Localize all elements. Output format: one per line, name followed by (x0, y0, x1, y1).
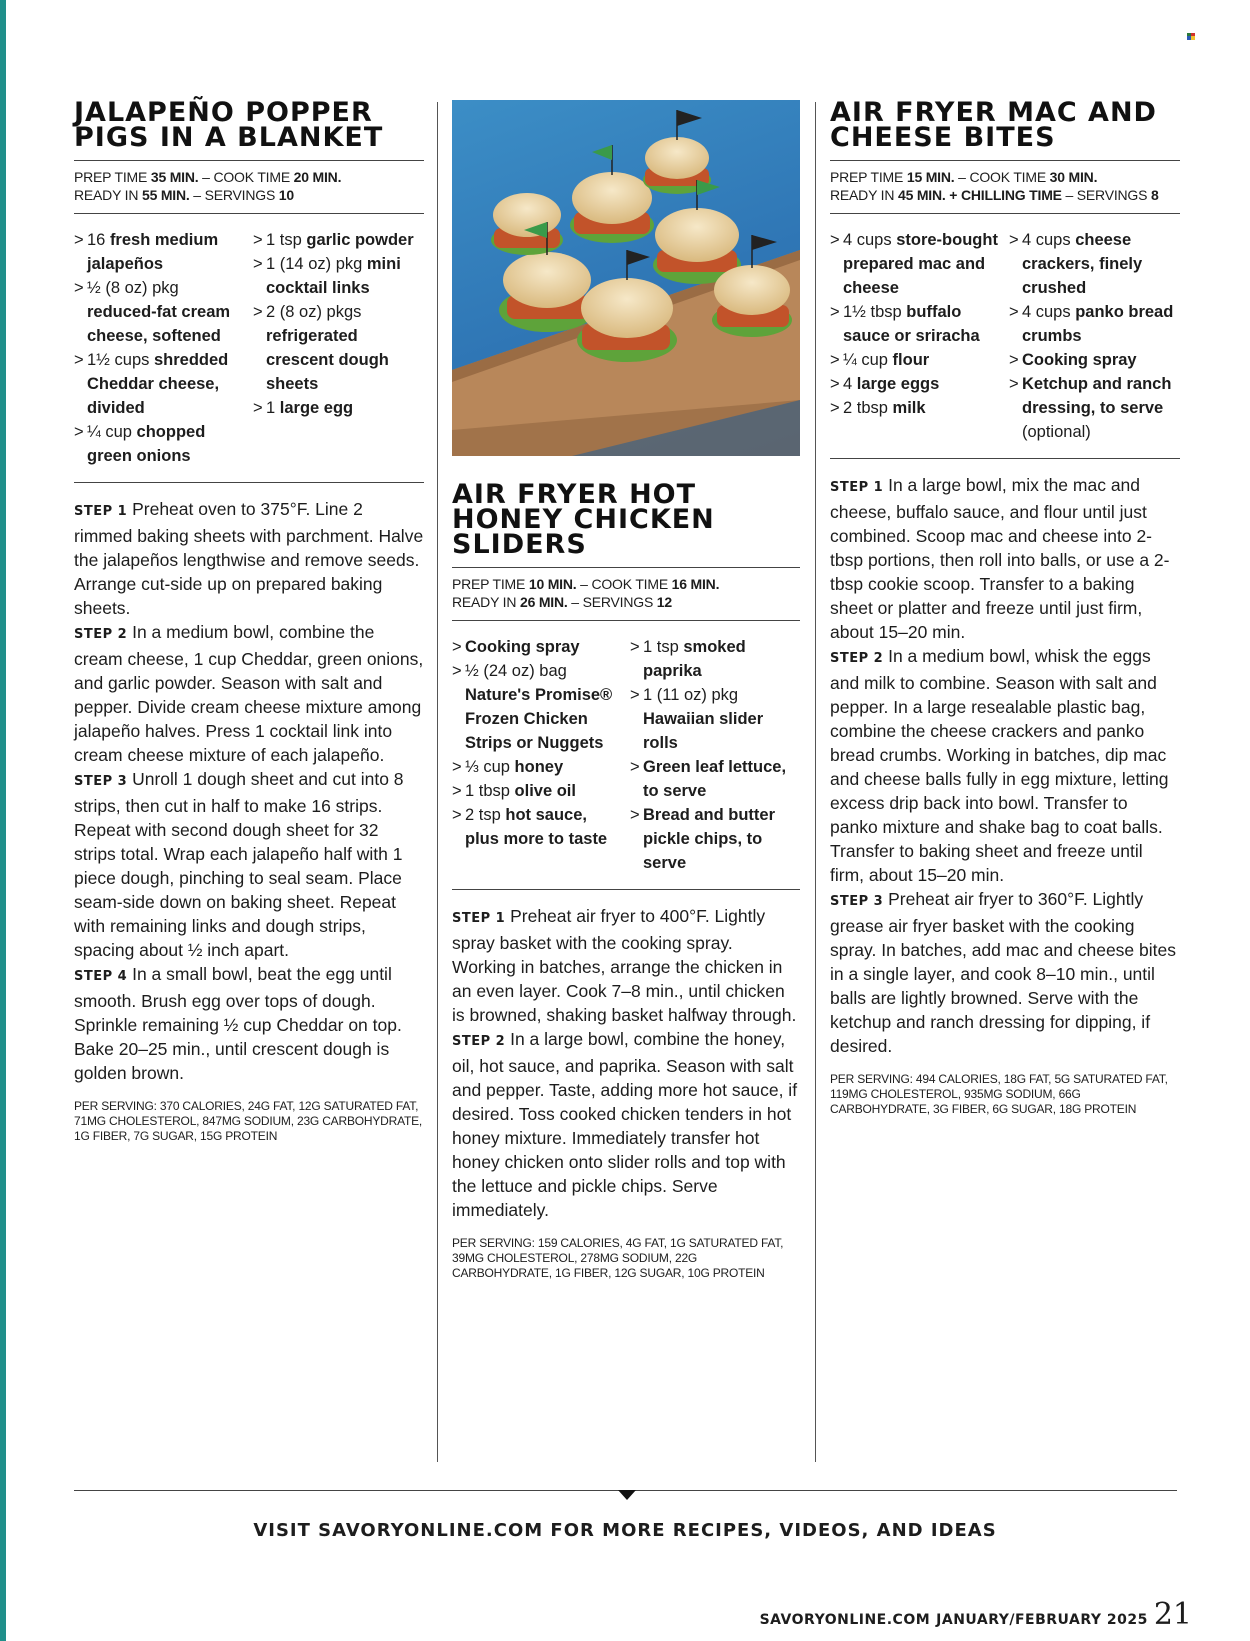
ingredient-name: panko bread crumbs (1022, 303, 1174, 345)
ingredient-item (630, 683, 800, 755)
ingredient-quantity: 1 tsp (643, 638, 684, 656)
ingredient-item (1009, 348, 1180, 372)
ingredients-left (452, 635, 622, 875)
ingredient-item (1009, 300, 1180, 348)
step-label: STEP 2 (830, 651, 884, 666)
ingredient-quantity: ½ (8 oz) pkg (87, 279, 179, 297)
nutrition-info: PER SERVING: 494 CALORIES, 18G FAT, 5G SATURATED FAT, 119MG CHOLESTEROL, 935MG SODIUM, 66G CARBOHYDRATE, 3G FIBER, 6G SUGAR, 18G PROTEIN (830, 1072, 1168, 1116)
ingredient-item (452, 635, 622, 659)
step-label: STEP 1 (830, 480, 884, 495)
step-label: STEP 3 (830, 894, 884, 909)
ingredient-quantity: 1 (266, 399, 280, 417)
ingredient-quantity: ¼ cup (843, 351, 893, 369)
ingredient-quantity: 1½ cups (87, 351, 154, 369)
recipe-title: AIR FRYER HOT HONEY CHICKEN SLIDERS (452, 479, 715, 560)
ingredient-name: Bread and butter pickle chips, to serve (643, 806, 776, 872)
ingredient-item (253, 396, 424, 420)
ingredient-list (830, 214, 1180, 459)
ingredient-name: fresh medium jalapeños (87, 231, 219, 273)
ingredient-note: (optional) (1022, 423, 1091, 441)
ingredient-item (452, 755, 622, 779)
ingredient-quantity: 4 cups (1022, 231, 1076, 249)
ingredient-item (452, 659, 622, 755)
step (74, 620, 424, 767)
ingredient-quantity: 1½ tbsp (843, 303, 907, 321)
left-edge-stripe (0, 0, 6, 1641)
ingredient-item (74, 276, 245, 348)
ingredient-name: Hawaiian slider rolls (643, 710, 764, 752)
recipe-steps (74, 497, 424, 1085)
recipe-meta: PREP TIME 15 MIN. – COOK TIME 30 MIN. READY IN 45 MIN. + CHILLING TIME – SERVINGS 8 (830, 160, 1180, 214)
step (830, 473, 1180, 644)
step-label: STEP 2 (74, 627, 128, 642)
page-folio (760, 1597, 1192, 1632)
step-label: STEP 1 (452, 911, 506, 926)
ingredient-item (830, 372, 1001, 396)
step-text: Preheat oven to 375°F. Line 2 rimmed baking sheets with parchment. Halve the jalapeños lengthwise and remove seeds. Arrange cut-side up on prepared baking sheets. (74, 499, 424, 618)
ingredients-right (630, 635, 800, 875)
ingredients-right (1009, 228, 1180, 444)
down-arrow-icon (618, 1490, 636, 1500)
recipe-steps (452, 904, 800, 1222)
recipe-meta: PREP TIME 10 MIN. – COOK TIME 16 MIN. READY IN 26 MIN. – SERVINGS 12 (452, 567, 800, 621)
recipe-title: AIR FRYER MAC AND CHEESE BITES (830, 97, 1157, 153)
step-text: Unroll 1 dough sheet and cut into 8 strips, then cut in half to make 16 strips. Repeat with second dough sheet for 32 strips total. Wrap each jalapeño half with 1 piece dough, pinching to seal seam. Place seam-side down on baking sheet. Repeat with remaining links and dough strips, spacing about ½ inch apart. (74, 769, 404, 960)
ingredient-name: mini cocktail links (266, 255, 401, 297)
ingredient-quantity: 1 tsp (266, 231, 307, 249)
folio-site: SAVORYONLINE.COM (759, 1612, 931, 1628)
ingredient-item (830, 300, 1001, 348)
step-text: Preheat air fryer to 400°F. Lightly spray basket with the cooking spray. Working in batches, arrange the chicken in an even layer. Cook 7–8 min., until chicken is browned, shaking basket halfway through. (452, 906, 797, 1025)
ingredient-quantity: 2 tsp (465, 806, 506, 824)
ingredient-list (74, 214, 424, 483)
recipe-steps (830, 473, 1180, 1058)
footer-cta-text: VISIT SAVORYONLINE.COM FOR MORE RECIPES, VIDEOS, AND IDEAS (253, 1520, 997, 1541)
ingredient-item (830, 348, 1001, 372)
ingredient-name: smoked paprika (643, 638, 746, 680)
step-label: STEP 3 (74, 774, 128, 789)
step (830, 644, 1180, 887)
folio-issue: JANUARY/FEBRUARY 2025 (936, 1612, 1148, 1628)
column-divider (815, 102, 816, 1462)
ingredient-quantity: 1 tbsp (465, 782, 515, 800)
ingredient-quantity: ½ (24 oz) bag (465, 662, 567, 680)
ingredient-item (74, 420, 245, 468)
ingredient-name: olive oil (514, 782, 576, 800)
ingredient-item (452, 779, 622, 803)
step (74, 497, 424, 620)
step-text: In a small bowl, beat the egg until smooth. Brush egg over tops of dough. Sprinkle remaining ½ cup Cheddar on top. Bake 20–25 min., until crescent dough is golden brown. (74, 964, 402, 1083)
step-label: STEP 2 (452, 1034, 506, 1049)
ingredient-name: Nature's Promise® Frozen Chicken Strips or Nuggets (465, 686, 613, 752)
ingredient-item (630, 635, 800, 683)
step-text: In a medium bowl, whisk the eggs and milk to combine. Season with salt and pepper. In a large resealable plastic bag, combine the cheese crackers and panko bread crumbs. Working in batches, dip mac and cheese balls fully in egg mixture, letting excess drip back into bowl. Transfer to panko mixture and shake bag to coat balls. Transfer to baking sheet and freeze until firm, about 15–20 min. (830, 646, 1169, 885)
ingredient-name: Green leaf lettuce, to serve (643, 758, 787, 800)
ingredient-item (1009, 372, 1180, 444)
ingredient-item (1009, 228, 1180, 300)
ingredient-name: chopped green onions (87, 423, 206, 465)
ingredient-quantity: 1 (14 oz) pkg (266, 255, 367, 273)
sliders-photo-illustration (452, 100, 800, 456)
step (830, 887, 1180, 1058)
step (74, 767, 424, 962)
ingredient-item (830, 396, 1001, 420)
ingredient-name: cheese crackers, finely crushed (1022, 231, 1143, 297)
page-number: 21 (1153, 1597, 1192, 1632)
step (452, 904, 800, 1027)
recipe-mac-cheese-bites (830, 97, 1180, 1117)
ingredient-item (452, 803, 622, 851)
nutrition-info: PER SERVING: 159 CALORIES, 4G FAT, 1G SATURATED FAT, 39MG CHOLESTEROL, 278MG SODIUM, 22G CARBOHYDRATE, 1G FIBER, 12G SUGAR, 10G PROTEIN (452, 1236, 784, 1280)
ingredient-item (630, 803, 800, 875)
recipe-meta: PREP TIME 35 MIN. – COOK TIME 20 MIN. READY IN 55 MIN. – SERVINGS 10 (74, 160, 424, 214)
ingredient-name: garlic powder (306, 231, 414, 249)
step-label: STEP 4 (74, 969, 128, 984)
ingredient-quantity: 16 (87, 231, 110, 249)
ingredient-name: Cooking spray (465, 638, 580, 656)
step-text: Preheat air fryer to 360°F. Lightly grease air fryer basket with the cooking spray. In batches, add mac and cheese bites in a single layer, and cook 8–10 min., until balls are lightly browned. Serve with the ketchup and ranch dressing for dipping, if desired. (830, 889, 1176, 1056)
ingredients-left (830, 228, 1001, 444)
ingredient-name: shredded Cheddar cheese, divided (87, 351, 229, 417)
ingredient-name: large eggs (856, 375, 940, 393)
ingredient-quantity: 4 cups (1022, 303, 1076, 321)
ingredient-name: flour (892, 351, 930, 369)
step-label: STEP 1 (74, 504, 128, 519)
recipe-title: JALAPEÑO POPPER PIGS IN A BLANKET (74, 97, 384, 153)
step-text: In a medium bowl, combine the cream cheese, 1 cup Cheddar, green onions, and garlic powder. Season with salt and pepper. Divide cream cheese mixture among jalapeño halves. Press 1 cocktail link into cream cheese mixture of each jalapeño. (74, 622, 424, 765)
ingredient-name: buffalo sauce or sriracha (843, 303, 980, 345)
ingredient-name: hot sauce, plus more to taste (465, 806, 608, 848)
nutrition-info: PER SERVING: 370 CALORIES, 24G FAT, 12G SATURATED FAT, 71MG CHOLESTEROL, 847MG SODIUM, 23G CARBOHYDRATE, 1G FIBER, 7G SUGAR, 15G PROTEIN (74, 1099, 423, 1143)
sliders-photo (452, 100, 800, 456)
step (74, 962, 424, 1085)
ingredients-left (74, 228, 245, 468)
step (452, 1027, 800, 1222)
ingredient-item (74, 348, 245, 420)
ingredient-quantity: 1 (11 oz) pkg (643, 686, 739, 704)
ingredient-quantity: ⅓ cup (465, 758, 515, 776)
ingredient-name: Ketchup and ranch dressing, to serve (1022, 375, 1172, 417)
recipe-hot-honey-sliders (452, 100, 800, 1281)
ingredient-item (253, 228, 424, 252)
ingredient-item (830, 228, 1001, 300)
corner-logo-icon (1187, 33, 1195, 40)
ingredient-name: Cooking spray (1022, 351, 1137, 369)
ingredient-name: refrigerated crescent dough sheets (266, 327, 389, 393)
ingredient-name: large egg (279, 399, 354, 417)
ingredient-quantity: ¼ cup (87, 423, 137, 441)
ingredient-name: honey (514, 758, 564, 776)
ingredient-name: store-bought prepared mac and cheese (843, 231, 998, 297)
ingredient-quantity: 4 cups (843, 231, 897, 249)
ingredient-quantity: 4 (843, 375, 857, 393)
step-text: In a large bowl, mix the mac and cheese, buffalo sauce, and flour until just combined. Scoop mac and cheese into 2-tbsp portions, then roll into balls, or use a 2-tbsp cookie scoop. Transfer to a baking sheet or platter and freeze until just firm, about 15–20 min. (830, 475, 1170, 642)
ingredients-right (253, 228, 424, 468)
ingredient-list (452, 621, 800, 890)
ingredient-item (253, 300, 424, 396)
ingredient-name: milk (892, 399, 926, 417)
ingredient-quantity: 2 (8 oz) pkgs (266, 303, 362, 321)
ingredient-item (253, 252, 424, 300)
ingredient-item (630, 755, 800, 803)
ingredient-name: reduced-fat cream cheese, softened (87, 303, 231, 345)
ingredient-item (74, 228, 245, 276)
column-divider (437, 102, 438, 1462)
step-text: In a large bowl, combine the honey, oil, hot sauce, and paprika. Season with salt and pepper. Taste, adding more hot sauce, if desired. Toss cooked chicken tenders in hot honey mixture. Immediately transfer hot honey chicken onto slider rolls and top with the lettuce and pickle chips. Serve immediately. (452, 1029, 798, 1220)
recipe-jalapeno-popper (74, 97, 424, 1144)
ingredient-quantity: 2 tbsp (843, 399, 893, 417)
